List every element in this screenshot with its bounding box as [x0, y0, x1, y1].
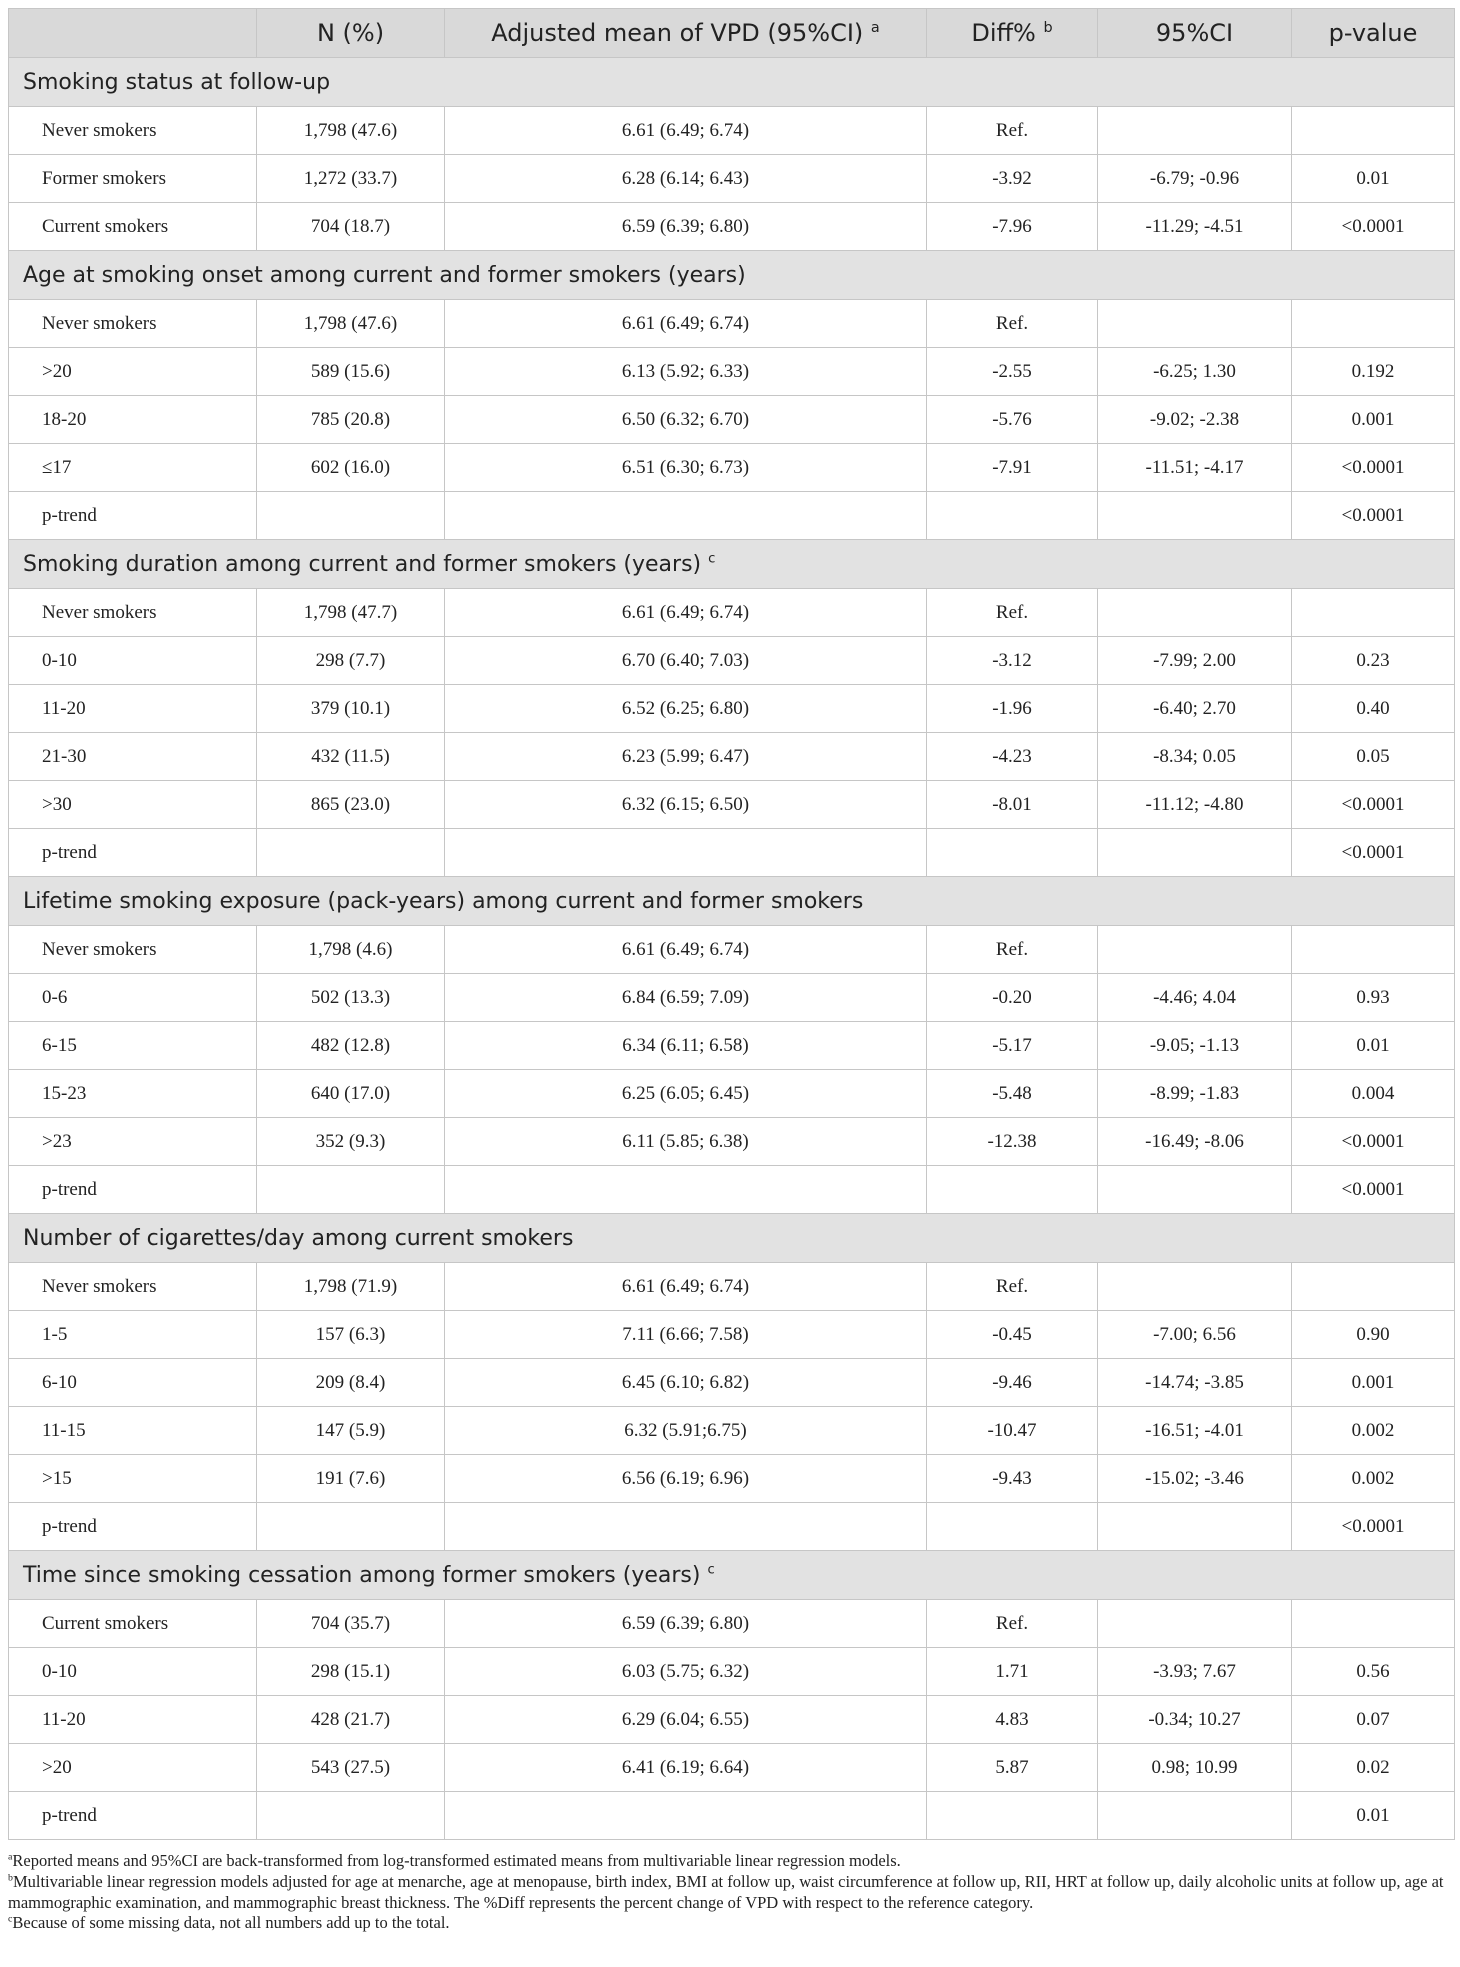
n-percent-cell: 1,798 (4.6)	[257, 926, 445, 974]
n-percent-cell: 298 (15.1)	[257, 1648, 445, 1696]
row-label-cell: 21-30	[9, 733, 257, 781]
diff-percent-cell: -7.91	[927, 444, 1098, 492]
n-percent-cell: 785 (20.8)	[257, 396, 445, 444]
section-header	[9, 877, 1455, 926]
header-p-value: p-value	[1292, 9, 1455, 58]
p-value-cell: 0.56	[1292, 1648, 1455, 1696]
row-label-cell: Current smokers	[9, 1600, 257, 1648]
n-percent-cell: 428 (21.7)	[257, 1696, 445, 1744]
section-header	[9, 540, 1455, 589]
n-percent-cell: 147 (5.9)	[257, 1407, 445, 1455]
n-percent-cell	[257, 1792, 445, 1840]
footnote: $^b$Multivariable linear regression models adjusted for age at menarche, age at menopause, birth index, BMI at follow up, waist circumference at follow up, RII, HRT at follow up, daily alcoholic units at follow up, age at mammographic examination, and mammographic breast thickness. The %Diff represents the percent change of VPD with respect to the reference category.	[8, 1871, 1444, 1912]
diff-percent-cell: 4.83	[927, 1696, 1098, 1744]
table-row	[9, 1407, 1455, 1455]
table-row	[9, 1118, 1455, 1166]
diff-percent-cell: -0.20	[927, 974, 1098, 1022]
diff-percent-cell: -12.38	[927, 1118, 1098, 1166]
ci-95-cell: -9.02; -2.38	[1098, 396, 1292, 444]
ci-95-cell: -6.79; -0.96	[1098, 155, 1292, 203]
row-label-cell: Never smokers	[9, 300, 257, 348]
n-percent-cell: 704 (18.7)	[257, 203, 445, 251]
diff-percent-cell	[927, 492, 1098, 540]
adjusted-mean-cell: 6.03 (5.75; 6.32)	[445, 1648, 927, 1696]
n-percent-cell	[257, 492, 445, 540]
table-row	[9, 300, 1455, 348]
n-percent-cell: 502 (13.3)	[257, 974, 445, 1022]
row-label-cell: >20	[9, 1744, 257, 1792]
footnotes	[8, 1851, 1454, 1934]
n-percent-cell: 1,272 (33.7)	[257, 155, 445, 203]
adjusted-mean-cell: 6.28 (6.14; 6.43)	[445, 155, 927, 203]
row-label-cell: 1-5	[9, 1311, 257, 1359]
section-title: Time since smoking cessation among former smokers (years) $^c$	[9, 1551, 1455, 1600]
row-label-cell: 11-20	[9, 1696, 257, 1744]
table-row	[9, 733, 1455, 781]
adjusted-mean-cell	[445, 1503, 927, 1551]
table-row	[9, 348, 1455, 396]
p-value-cell	[1292, 589, 1455, 637]
table-row	[9, 637, 1455, 685]
p-value-cell: <0.0001	[1292, 1166, 1455, 1214]
ci-95-cell: -8.99; -1.83	[1098, 1070, 1292, 1118]
adjusted-mean-cell: 6.34 (6.11; 6.58)	[445, 1022, 927, 1070]
section-header	[9, 58, 1455, 107]
header-row	[9, 9, 1455, 58]
header-label	[9, 9, 257, 58]
row-label-cell: 11-20	[9, 685, 257, 733]
footnote: $^c$Because of some missing data, not all numbers add up to the total.	[8, 1913, 450, 1933]
n-percent-cell: 1,798 (47.6)	[257, 107, 445, 155]
n-percent-cell: 704 (35.7)	[257, 1600, 445, 1648]
diff-percent-cell: -4.23	[927, 733, 1098, 781]
p-value-cell	[1292, 1600, 1455, 1648]
table-row	[9, 1166, 1455, 1214]
section-title: Smoking status at follow-up	[9, 58, 1455, 107]
ci-95-cell: 0.98; 10.99	[1098, 1744, 1292, 1792]
ci-95-cell	[1098, 300, 1292, 348]
section-title: Number of cigarettes/day among current smokers	[9, 1214, 1455, 1263]
p-value-cell: 0.90	[1292, 1311, 1455, 1359]
p-value-cell: <0.0001	[1292, 1503, 1455, 1551]
table-row	[9, 203, 1455, 251]
ci-95-cell: -6.40; 2.70	[1098, 685, 1292, 733]
diff-percent-cell	[927, 1166, 1098, 1214]
section-header	[9, 1214, 1455, 1263]
adjusted-mean-cell: 6.59 (6.39; 6.80)	[445, 1600, 927, 1648]
row-label-cell: Never smokers	[9, 589, 257, 637]
table-row	[9, 1455, 1455, 1503]
ci-95-cell	[1098, 829, 1292, 877]
diff-percent-cell: -0.45	[927, 1311, 1098, 1359]
ci-95-cell	[1098, 1263, 1292, 1311]
table-row	[9, 1648, 1455, 1696]
ci-95-cell	[1098, 492, 1292, 540]
n-percent-cell: 352 (9.3)	[257, 1118, 445, 1166]
table-row	[9, 926, 1455, 974]
row-label-cell: Former smokers	[9, 155, 257, 203]
adjusted-mean-cell: 6.32 (6.15; 6.50)	[445, 781, 927, 829]
ci-95-cell: -11.51; -4.17	[1098, 444, 1292, 492]
table-row	[9, 1600, 1455, 1648]
n-percent-cell	[257, 1166, 445, 1214]
n-percent-cell: 432 (11.5)	[257, 733, 445, 781]
adjusted-mean-cell	[445, 1166, 927, 1214]
section-header	[9, 1551, 1455, 1600]
row-label-cell: p-trend	[9, 829, 257, 877]
n-percent-cell: 379 (10.1)	[257, 685, 445, 733]
n-percent-cell: 589 (15.6)	[257, 348, 445, 396]
row-label-cell: p-trend	[9, 1166, 257, 1214]
p-value-cell: 0.40	[1292, 685, 1455, 733]
n-percent-cell: 640 (17.0)	[257, 1070, 445, 1118]
ci-95-cell: -11.29; -4.51	[1098, 203, 1292, 251]
adjusted-mean-cell	[445, 829, 927, 877]
p-value-cell: 0.02	[1292, 1744, 1455, 1792]
section-header	[9, 251, 1455, 300]
ci-95-cell: -11.12; -4.80	[1098, 781, 1292, 829]
row-label-cell: 15-23	[9, 1070, 257, 1118]
ci-95-cell: -9.05; -1.13	[1098, 1022, 1292, 1070]
p-value-cell: 0.23	[1292, 637, 1455, 685]
table-row	[9, 107, 1455, 155]
table-row	[9, 1263, 1455, 1311]
p-value-cell	[1292, 1263, 1455, 1311]
row-label-cell: p-trend	[9, 492, 257, 540]
diff-percent-cell: -5.17	[927, 1022, 1098, 1070]
adjusted-mean-cell: 6.61 (6.49; 6.74)	[445, 107, 927, 155]
section-title: Lifetime smoking exposure (pack-years) among current and former smokers	[9, 877, 1455, 926]
table-row	[9, 589, 1455, 637]
table-row	[9, 1022, 1455, 1070]
diff-percent-cell: -9.43	[927, 1455, 1098, 1503]
table-row	[9, 396, 1455, 444]
adjusted-mean-cell: 6.59 (6.39; 6.80)	[445, 203, 927, 251]
p-value-cell: 0.004	[1292, 1070, 1455, 1118]
adjusted-mean-cell: 6.61 (6.49; 6.74)	[445, 1263, 927, 1311]
diff-percent-cell: -9.46	[927, 1359, 1098, 1407]
table-row	[9, 155, 1455, 203]
diff-percent-cell: -2.55	[927, 348, 1098, 396]
adjusted-mean-cell: 6.52 (6.25; 6.80)	[445, 685, 927, 733]
row-label-cell: 11-15	[9, 1407, 257, 1455]
p-value-cell: 0.001	[1292, 396, 1455, 444]
section-title: Age at smoking onset among current and former smokers (years)	[9, 251, 1455, 300]
table-row	[9, 444, 1455, 492]
ci-95-cell	[1098, 1166, 1292, 1214]
p-value-cell: <0.0001	[1292, 781, 1455, 829]
p-value-cell: 0.01	[1292, 1792, 1455, 1840]
adjusted-mean-cell: 6.23 (5.99; 6.47)	[445, 733, 927, 781]
diff-percent-cell: 1.71	[927, 1648, 1098, 1696]
ci-95-cell: -16.49; -8.06	[1098, 1118, 1292, 1166]
ci-95-cell: -7.99; 2.00	[1098, 637, 1292, 685]
ci-95-cell	[1098, 589, 1292, 637]
diff-percent-cell: Ref.	[927, 107, 1098, 155]
n-percent-cell: 865 (23.0)	[257, 781, 445, 829]
p-value-cell: <0.0001	[1292, 492, 1455, 540]
header-diff-percent: Diff% $^b$	[927, 9, 1098, 58]
n-percent-cell: 1,798 (47.7)	[257, 589, 445, 637]
ci-95-cell: -4.46; 4.04	[1098, 974, 1292, 1022]
adjusted-mean-cell: 6.11 (5.85; 6.38)	[445, 1118, 927, 1166]
table-row	[9, 1744, 1455, 1792]
ci-95-cell: -15.02; -3.46	[1098, 1455, 1292, 1503]
diff-percent-cell: Ref.	[927, 300, 1098, 348]
table-row	[9, 1792, 1455, 1840]
p-value-cell: 0.01	[1292, 1022, 1455, 1070]
row-label-cell: Never smokers	[9, 107, 257, 155]
header-adjusted-mean: Adjusted mean of VPD (95%CI) $^a$	[445, 9, 927, 58]
ci-95-cell	[1098, 1600, 1292, 1648]
adjusted-mean-cell: 6.61 (6.49; 6.74)	[445, 926, 927, 974]
table-row	[9, 1070, 1455, 1118]
adjusted-mean-cell: 6.61 (6.49; 6.74)	[445, 589, 927, 637]
diff-percent-cell: Ref.	[927, 589, 1098, 637]
table-row	[9, 1359, 1455, 1407]
p-value-cell: 0.07	[1292, 1696, 1455, 1744]
adjusted-mean-cell: 6.84 (6.59; 7.09)	[445, 974, 927, 1022]
adjusted-mean-cell: 6.56 (6.19; 6.96)	[445, 1455, 927, 1503]
table-row	[9, 974, 1455, 1022]
row-label-cell: >20	[9, 348, 257, 396]
p-value-cell: 0.002	[1292, 1407, 1455, 1455]
row-label-cell: p-trend	[9, 1503, 257, 1551]
ci-95-cell: -3.93; 7.67	[1098, 1648, 1292, 1696]
ci-95-cell	[1098, 107, 1292, 155]
results-table-container	[8, 8, 1454, 1840]
header-n-percent: N (%)	[257, 9, 445, 58]
section-title: Smoking duration among current and former smokers (years) $^c$	[9, 540, 1455, 589]
diff-percent-cell: -5.48	[927, 1070, 1098, 1118]
p-value-cell: 0.05	[1292, 733, 1455, 781]
n-percent-cell: 157 (6.3)	[257, 1311, 445, 1359]
ci-95-cell	[1098, 1792, 1292, 1840]
row-label-cell: 0-6	[9, 974, 257, 1022]
diff-percent-cell: -5.76	[927, 396, 1098, 444]
table-row	[9, 1311, 1455, 1359]
p-value-cell: <0.0001	[1292, 829, 1455, 877]
diff-percent-cell: -8.01	[927, 781, 1098, 829]
table-body	[9, 58, 1455, 1840]
diff-percent-cell: -7.96	[927, 203, 1098, 251]
row-label-cell: 0-10	[9, 637, 257, 685]
table-row	[9, 685, 1455, 733]
p-value-cell: <0.0001	[1292, 444, 1455, 492]
table-row	[9, 829, 1455, 877]
adjusted-mean-cell: 6.32 (5.91;6.75)	[445, 1407, 927, 1455]
results-table	[8, 8, 1455, 1840]
row-label-cell: 0-10	[9, 1648, 257, 1696]
row-label-cell: >23	[9, 1118, 257, 1166]
n-percent-cell: 298 (7.7)	[257, 637, 445, 685]
footnote: $^a$Reported means and 95%CI are back-transformed from log-transformed estimated means from multivariable linear regression models.	[8, 1851, 901, 1870]
p-value-cell: 0.192	[1292, 348, 1455, 396]
table-row	[9, 492, 1455, 540]
p-value-cell: <0.0001	[1292, 1118, 1455, 1166]
adjusted-mean-cell	[445, 492, 927, 540]
ci-95-cell: -14.74; -3.85	[1098, 1359, 1292, 1407]
ci-95-cell: -7.00; 6.56	[1098, 1311, 1292, 1359]
adjusted-mean-cell: 6.41 (6.19; 6.64)	[445, 1744, 927, 1792]
n-percent-cell	[257, 1503, 445, 1551]
adjusted-mean-cell: 6.70 (6.40; 7.03)	[445, 637, 927, 685]
row-label-cell: Never smokers	[9, 1263, 257, 1311]
n-percent-cell: 543 (27.5)	[257, 1744, 445, 1792]
adjusted-mean-cell	[445, 1792, 927, 1840]
ci-95-cell: -6.25; 1.30	[1098, 348, 1292, 396]
row-label-cell: 6-15	[9, 1022, 257, 1070]
ci-95-cell: -16.51; -4.01	[1098, 1407, 1292, 1455]
n-percent-cell: 191 (7.6)	[257, 1455, 445, 1503]
ci-95-cell: -0.34; 10.27	[1098, 1696, 1292, 1744]
header-95ci: 95%CI	[1098, 9, 1292, 58]
diff-percent-cell: Ref.	[927, 1263, 1098, 1311]
p-value-cell: <0.0001	[1292, 203, 1455, 251]
n-percent-cell: 1,798 (71.9)	[257, 1263, 445, 1311]
n-percent-cell: 602 (16.0)	[257, 444, 445, 492]
row-label-cell: 18-20	[9, 396, 257, 444]
p-value-cell: 0.001	[1292, 1359, 1455, 1407]
diff-percent-cell	[927, 1792, 1098, 1840]
p-value-cell	[1292, 107, 1455, 155]
adjusted-mean-cell: 6.45 (6.10; 6.82)	[445, 1359, 927, 1407]
diff-percent-cell: -1.96	[927, 685, 1098, 733]
n-percent-cell: 209 (8.4)	[257, 1359, 445, 1407]
row-label-cell: >30	[9, 781, 257, 829]
table-row	[9, 1696, 1455, 1744]
diff-percent-cell	[927, 1503, 1098, 1551]
p-value-cell	[1292, 300, 1455, 348]
row-label-cell: ≤17	[9, 444, 257, 492]
diff-percent-cell: -3.12	[927, 637, 1098, 685]
n-percent-cell: 482 (12.8)	[257, 1022, 445, 1070]
table-row	[9, 781, 1455, 829]
row-label-cell: Never smokers	[9, 926, 257, 974]
p-value-cell: 0.93	[1292, 974, 1455, 1022]
p-value-cell	[1292, 926, 1455, 974]
adjusted-mean-cell: 6.29 (6.04; 6.55)	[445, 1696, 927, 1744]
diff-percent-cell	[927, 829, 1098, 877]
p-value-cell: 0.01	[1292, 155, 1455, 203]
ci-95-cell	[1098, 1503, 1292, 1551]
row-label-cell: 6-10	[9, 1359, 257, 1407]
p-value-cell: 0.002	[1292, 1455, 1455, 1503]
diff-percent-cell: -3.92	[927, 155, 1098, 203]
adjusted-mean-cell: 6.61 (6.49; 6.74)	[445, 300, 927, 348]
adjusted-mean-cell: 6.13 (5.92; 6.33)	[445, 348, 927, 396]
diff-percent-cell: Ref.	[927, 926, 1098, 974]
row-label-cell: >15	[9, 1455, 257, 1503]
n-percent-cell	[257, 829, 445, 877]
n-percent-cell: 1,798 (47.6)	[257, 300, 445, 348]
ci-95-cell	[1098, 926, 1292, 974]
diff-percent-cell: -10.47	[927, 1407, 1098, 1455]
row-label-cell: Current smokers	[9, 203, 257, 251]
diff-percent-cell: 5.87	[927, 1744, 1098, 1792]
ci-95-cell: -8.34; 0.05	[1098, 733, 1292, 781]
adjusted-mean-cell: 6.50 (6.32; 6.70)	[445, 396, 927, 444]
adjusted-mean-cell: 6.25 (6.05; 6.45)	[445, 1070, 927, 1118]
adjusted-mean-cell: 7.11 (6.66; 7.58)	[445, 1311, 927, 1359]
row-label-cell: p-trend	[9, 1792, 257, 1840]
diff-percent-cell: Ref.	[927, 1600, 1098, 1648]
adjusted-mean-cell: 6.51 (6.30; 6.73)	[445, 444, 927, 492]
table-row	[9, 1503, 1455, 1551]
